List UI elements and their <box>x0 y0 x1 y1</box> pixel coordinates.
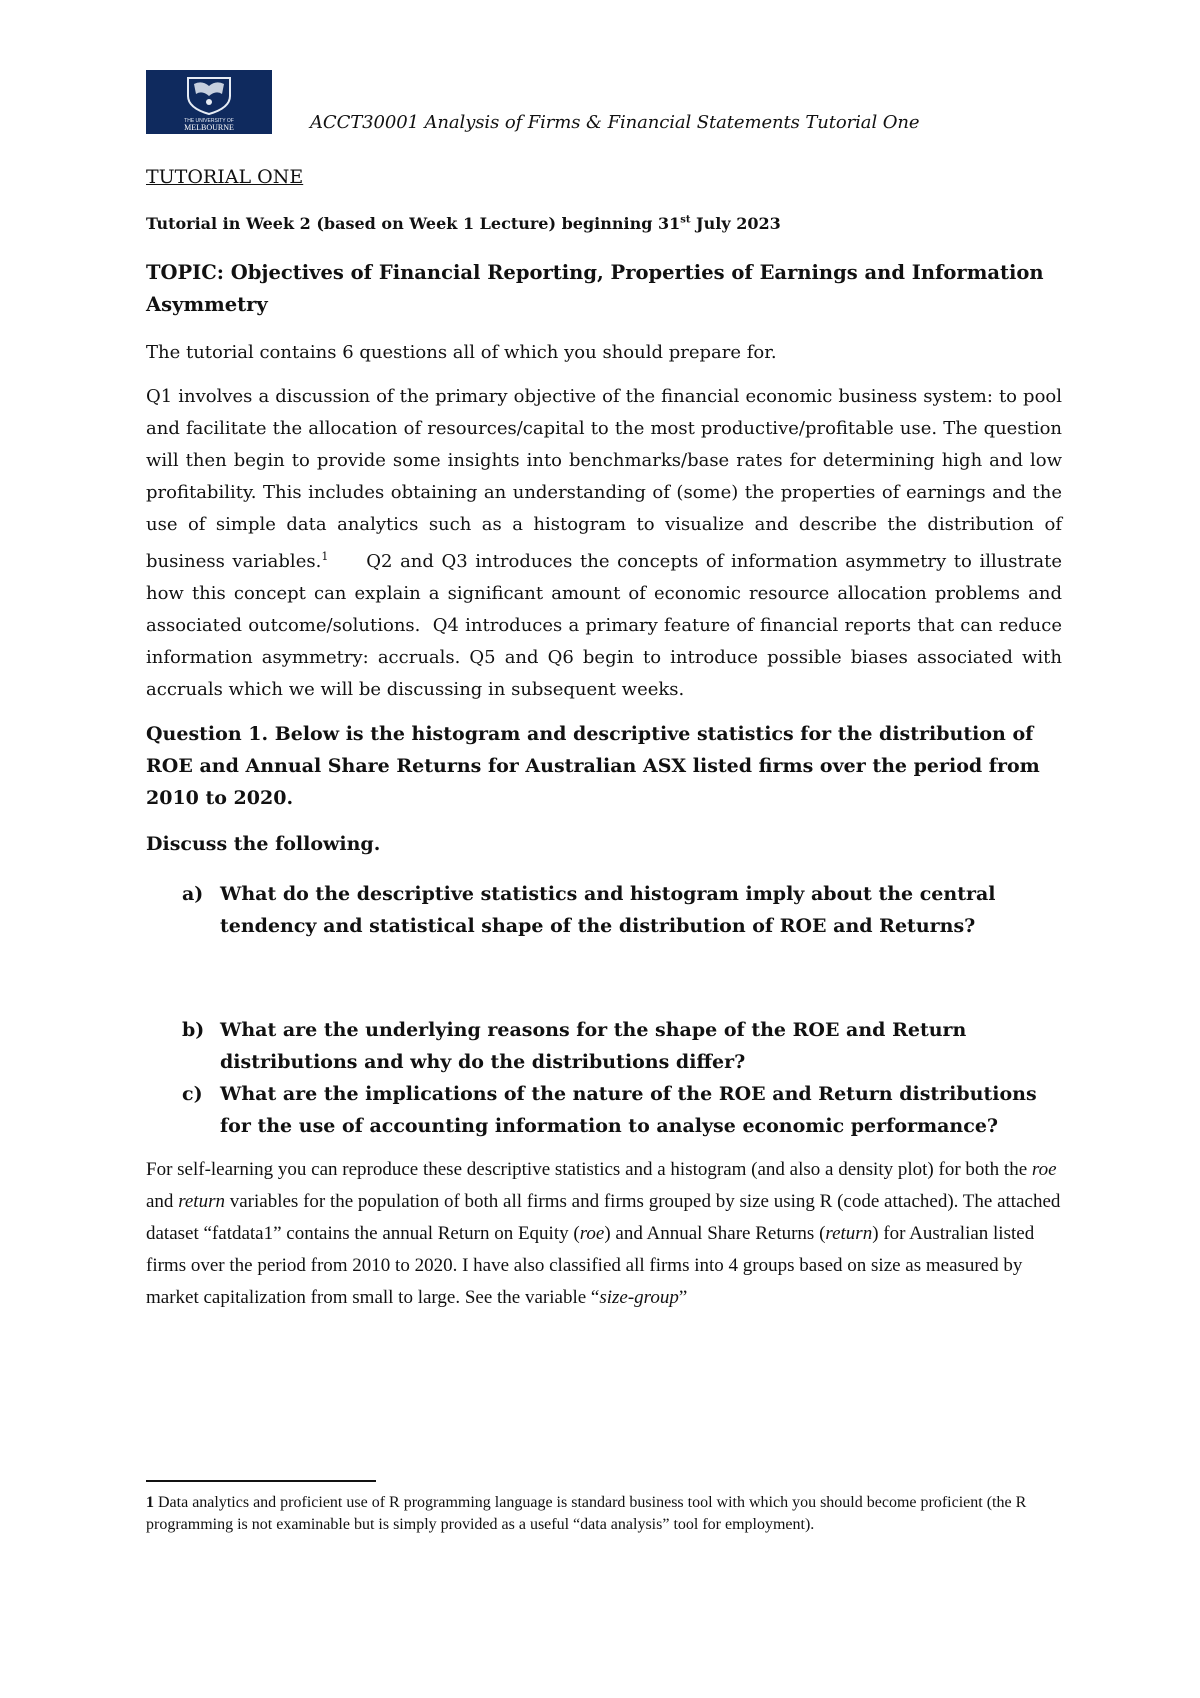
university-logo <box>146 70 272 134</box>
subquestion-b: b) What are the underlying reasons for the shape of the ROE and Return distributions and why do the distributions differ? <box>182 1019 967 1073</box>
subquestion-a: a) What do the descriptive statistics and histogram imply about the central tendency and statistical shape of the distribution of ROE and Returns? <box>182 883 996 937</box>
overview-paragraph: Q1 involves a discussion of the primary objective of the financial economic business system: to pool and facilitate the allocation of resources/capital to the most productive/profitable use. The question will then begin to provide some insights into benchmarks/base rates for determining high and low profitability. This includes obtaining an understanding of (some) the properties of earnings and the use of simple data analytics such as a histogram to visualize and describe the distribution of business variables.$^1$ Q2 and Q3 introduces the concepts of information asymmetry to illustrate how this concept can explain a significant amount of economic resource allocation problems and associated outcome/solutions. Q4 introduces a primary feature of financial reports that can reduce information asymmetry: accruals. Q5 and Q6 begin to introduce possible biases associated with accruals which we will be discussing in subsequent weeks. <box>146 386 1068 700</box>
subquestion-c: c) What are the implications of the nature of the ROE and Return distributions for the use of accounting information to analyse economic performance? <box>182 1083 1037 1137</box>
crest-icon <box>146 70 272 134</box>
discuss-heading: Discuss the following. <box>146 833 381 855</box>
intro-paragraph: The tutorial contains 6 questions all of which you should prepare for. <box>146 342 777 363</box>
topic-heading: TOPIC: Objectives of Financial Reporting, Properties of Earnings and Information Asymmetry <box>146 261 1044 316</box>
page-title: TUTORIAL ONE <box>146 166 304 188</box>
svg-text:THE UNIVERSITY OF: THE UNIVERSITY OF <box>184 118 234 124</box>
footnote: 1 Data analytics and proficient use of R programming language is standard business tool with which you should become proficient (the R programming is not examinable but is simply provided as a useful “data analysis” tool for employment). <box>146 1494 1027 1533</box>
course-header: ACCT30001 Analysis of Firms & Financial Statements Tutorial One <box>310 112 920 133</box>
tutorial-page <box>146 166 1068 1314</box>
self-learning-paragraph: For self-learning you can reproduce these descriptive statistics and a histogram (and also a density plot) for both the roe and return variables for the population of both all firms and firms grouped by size using R (code attached). The attached dataset “fatdata1” contains the annual Return on Equity (roe) and Annual Share Returns (return) for Australian listed firms over the period from 2010 to 2020. I have also classified all firms into 4 groups based on size as measured by market capitalization from small to large. See the variable “size-group” <box>146 1159 1061 1308</box>
svg-text:MELBOURNE: MELBOURNE <box>184 123 234 132</box>
footnote-divider <box>146 1480 376 1482</box>
question-1-heading: Question 1. Below is the histogram and descriptive statistics for the distribution of ROE and Annual Share Returns for Australian ASX listed firms over the period from 2010 to 2020. <box>146 723 1040 809</box>
week-line: Tutorial in Week 2 (based on Week 1 Lecture) beginning 31st July 2023 <box>146 214 781 233</box>
footnote-ref[interactable]: 1 <box>321 550 329 563</box>
